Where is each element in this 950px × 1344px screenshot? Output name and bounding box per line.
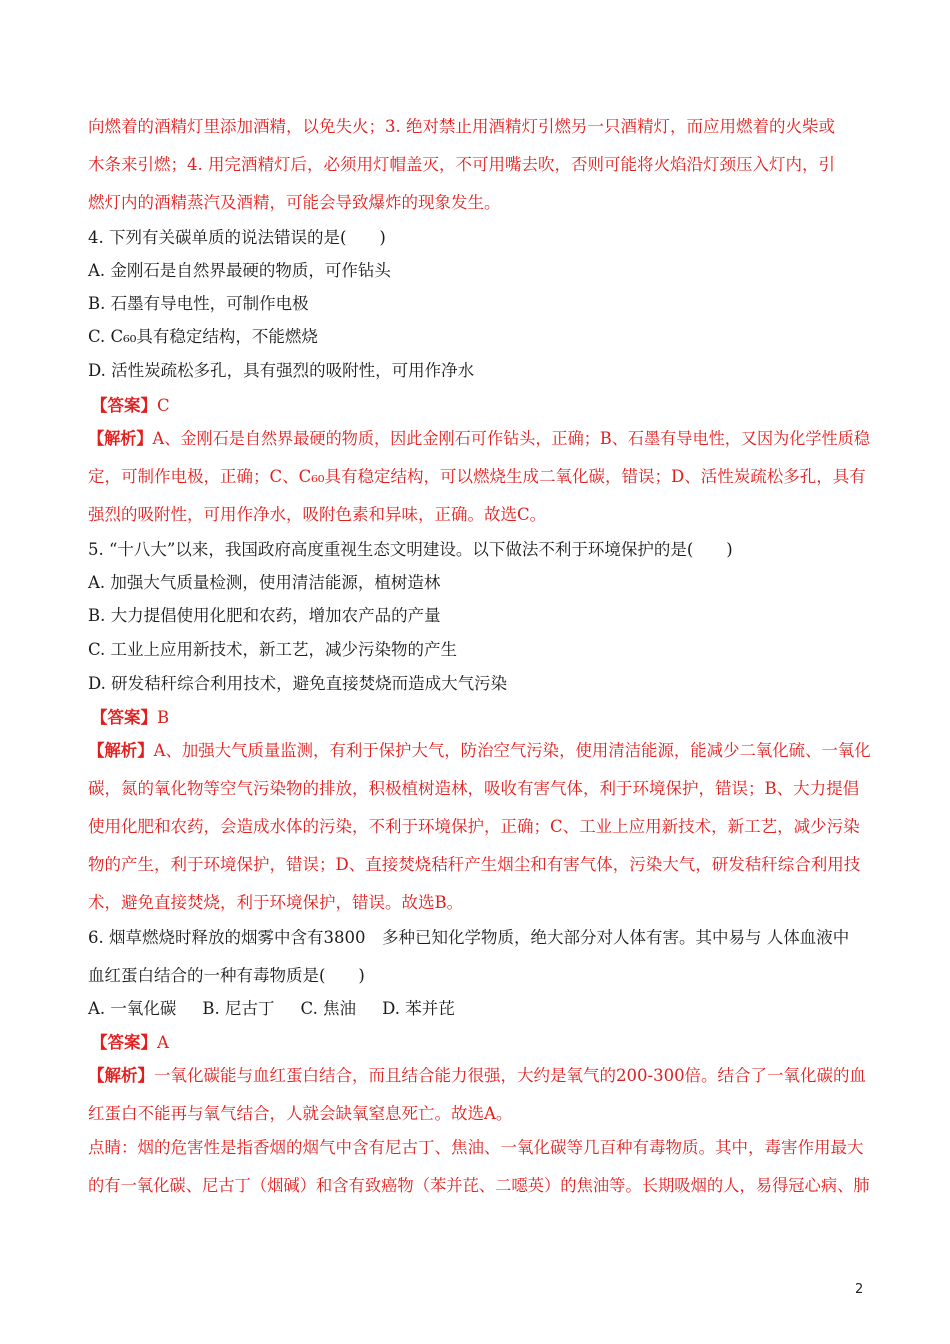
question-5-analysis-line <box>88 740 871 762</box>
question-6-analysis-line <box>88 1065 866 1087</box>
question-5-analysis-line: 术，避免直接焚烧，利于环境保护，错误。故选B。 <box>88 893 464 912</box>
question-6-stem: 血红蛋白结合的一种有毒物质是( ) <box>88 966 365 985</box>
question-4-stem: 4. 下列有关碳单质的说法错误的是( ) <box>88 228 386 247</box>
question-5-answer <box>91 707 169 729</box>
page-number: 2 <box>855 1282 864 1297</box>
question-6-comment-line: 点睛：烟的危害性是指香烟的烟气中含有尼古丁、焦油、一氧化碳等几百种有毒物质。其中，毒害作用最大 <box>88 1138 864 1157</box>
answer-label: 【答案】 <box>91 708 157 727</box>
analysis-text: A、金刚石是自然界最硬的物质，因此金刚石可作钻头，正确；B、石墨有导电性，又因为化学性质稳 <box>152 429 870 448</box>
question-4-option-d: D. 活性炭疏松多孔，具有强烈的吸附性，可用作净水 <box>88 361 475 380</box>
question-4-option-c: C. C₆₀具有稳定结构，不能燃烧 <box>88 327 318 346</box>
question-5-stem: 5. “十八大”以来，我国政府高度重视生态文明建设。以下做法不利于环境保护的是( ) <box>88 540 733 559</box>
answer-label: 【答案】 <box>91 1033 157 1052</box>
question-6-option-c: C. 焦油 <box>300 999 357 1018</box>
question-6-option-b: B. 尼古丁 <box>202 999 275 1018</box>
question-5-analysis-line: 使用化肥和农药，会造成水体的污染，不利于环境保护，正确；C、工业上应用新技术，新工艺，减少污染 <box>88 817 860 836</box>
question-5-analysis-line: 物的产生，利于环境保护，错误；D、直接焚烧秸秆产生烟尘和有害气体，污染大气，研发秸秆综合利用技 <box>88 855 861 874</box>
question-6-option-a: A. 一氧化碳 <box>88 999 177 1018</box>
question-5-option-b: B. 大力提倡使用化肥和农药，增加农产品的产量 <box>88 606 441 625</box>
question-4-analysis-line: 强烈的吸附性，可用作净水，吸附色素和异味，正确。故选C。 <box>88 505 547 524</box>
explanation-line: 木条来引燃；4. 用完酒精灯后，必须用灯帽盖灭，不可用嘴去吹，否则可能将火焰沿灯颈压入灯内，引 <box>88 155 835 174</box>
answer-value: B <box>157 708 170 727</box>
question-4-option-b: B. 石墨有导电性，可制作电极 <box>88 294 309 313</box>
question-4-option-a: A. 金刚石是自然界最硬的物质，可作钻头 <box>88 261 391 280</box>
analysis-label: 【解析】 <box>88 741 154 760</box>
answer-label: 【答案】 <box>91 396 157 415</box>
question-6-analysis-line: 红蛋白不能再与氧气结合，人就会缺氧窒息死亡。故选A。 <box>88 1104 513 1123</box>
analysis-label: 【解析】 <box>88 1066 154 1085</box>
question-5-option-d: D. 研发秸秆综合利用技术，避免直接焚烧而造成大气污染 <box>88 674 508 693</box>
question-4-analysis-line: 定，可制作电极，正确；C、C₆₀具有稳定结构，可以燃烧生成二氧化碳，错误；D、活性炭疏松多孔，具有 <box>88 467 866 486</box>
analysis-text: A、加强大气质量监测，有利于保护大气，防治空气污染，使用清洁能源，能减少二氧化硫、一氧化 <box>153 741 871 760</box>
analysis-label: 【解析】 <box>88 429 153 448</box>
question-6-comment-line: 的有一氧化碳、尼古丁（烟碱）和含有致癌物（苯并芘、二噁英）的焦油等。长期吸烟的人，易得冠心病、肺 <box>88 1176 870 1195</box>
answer-value: A <box>157 1033 169 1052</box>
explanation-line: 燃灯内的酒精蒸汽及酒精，可能会导致爆炸的现象发生。 <box>88 193 501 212</box>
explanation-line: 向燃着的酒精灯里添加酒精，以免失火；3. 绝对禁止用酒精灯引燃另一只酒精灯，而应用燃着的火柴或 <box>88 117 835 136</box>
question-4-analysis-line <box>88 428 870 450</box>
answer-value: C <box>157 396 170 415</box>
question-6-answer <box>91 1032 169 1054</box>
question-5-option-c: C. 工业上应用新技术，新工艺，减少污染物的产生 <box>88 640 458 659</box>
question-6-stem: 6. 烟草燃烧时释放的烟雾中含有3800 多种已知化学物质，绝大部分对人体有害。其中易与 人体血液中 <box>88 928 850 947</box>
question-4-answer <box>91 395 170 417</box>
question-5-option-a: A. 加强大气质量检测，使用清洁能源，植树造林 <box>88 573 441 592</box>
question-6-option-d: D. 苯并芘 <box>382 999 455 1018</box>
question-5-analysis-line: 碳，氮的氧化物等空气污染物的排放，积极植树造林，吸收有害气体，利于环境保护，错误；B、大力提倡 <box>88 779 860 798</box>
analysis-text: 一氧化碳能与血红蛋白结合，而且结合能力很强，大约是氧气的200-300倍。结合了一氧化碳的血 <box>154 1066 867 1085</box>
question-6-options <box>88 998 455 1020</box>
